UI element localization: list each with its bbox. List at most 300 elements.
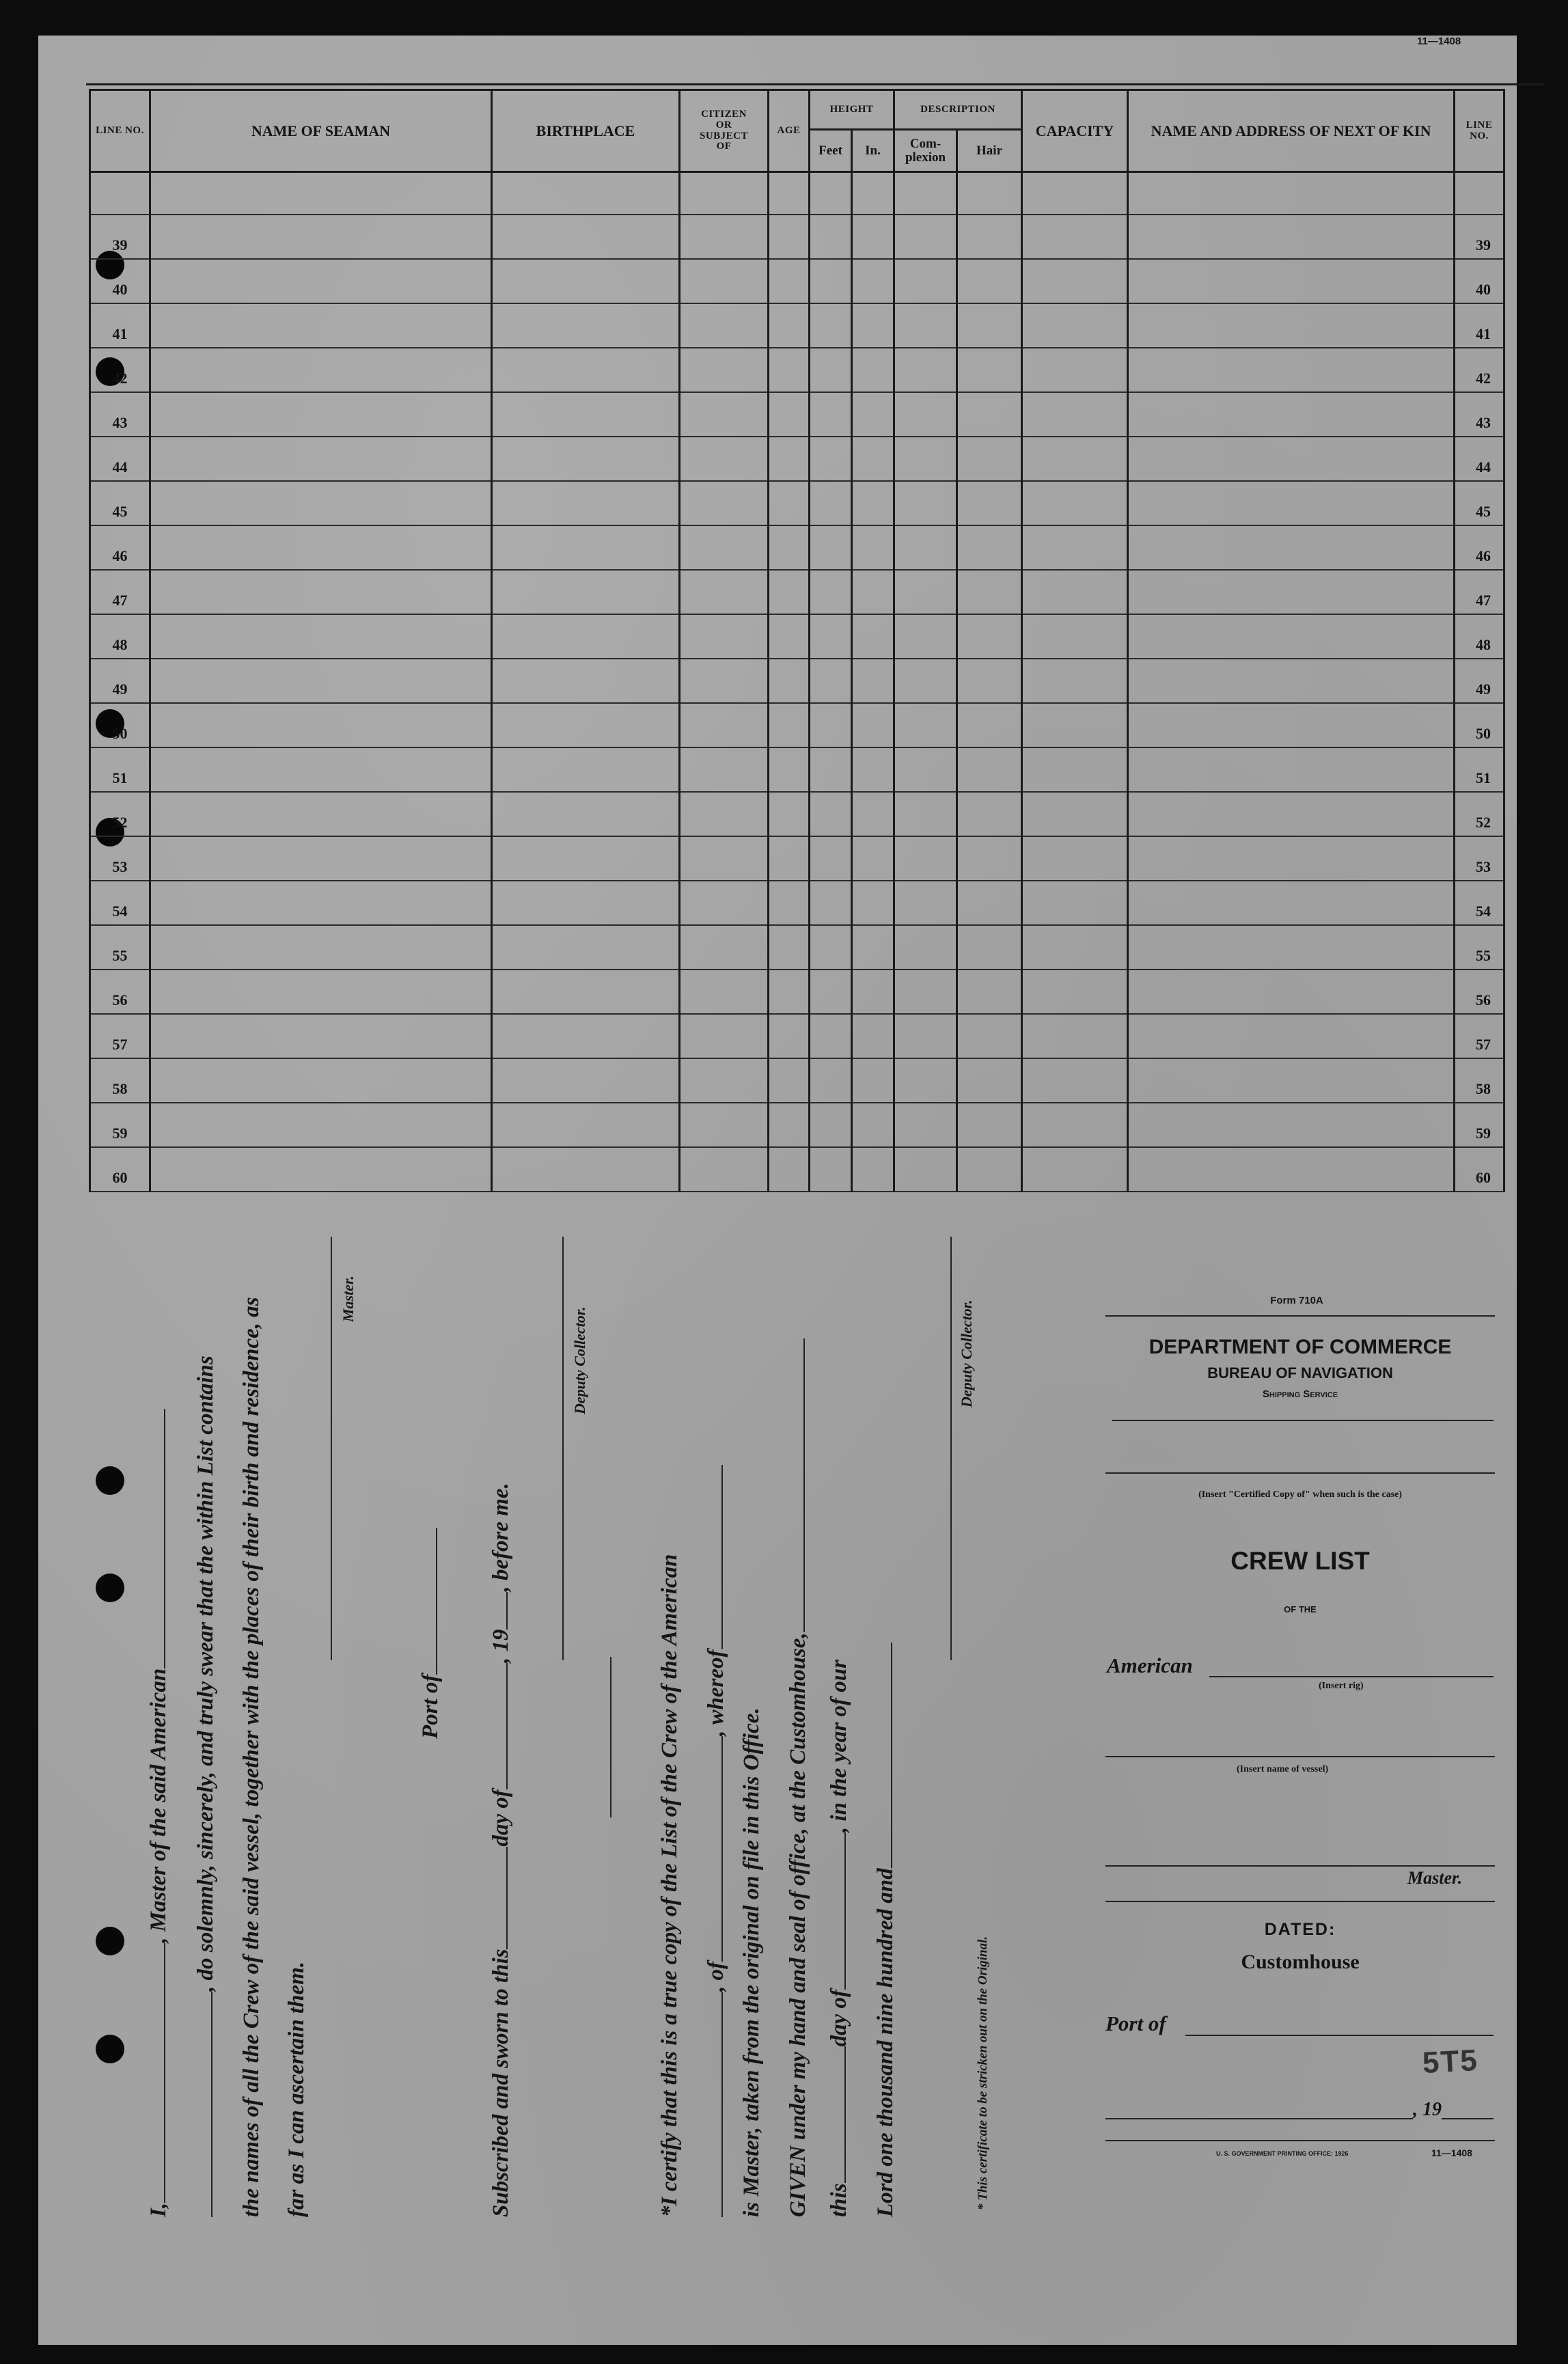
table-cell[interactable] — [150, 881, 492, 925]
table-cell[interactable] — [150, 836, 492, 881]
punch-hole — [96, 2035, 124, 2063]
table-cell[interactable] — [1022, 525, 1128, 570]
table-cell[interactable] — [1128, 881, 1455, 925]
table-cell[interactable] — [810, 1103, 852, 1147]
table-cell[interactable] — [492, 303, 680, 348]
table-cell[interactable] — [894, 836, 957, 881]
table-cell[interactable] — [492, 215, 680, 259]
table-cell[interactable] — [810, 925, 852, 970]
line-number: 48 — [90, 614, 150, 659]
table-cell[interactable] — [680, 925, 769, 970]
table-cell[interactable] — [492, 1014, 680, 1058]
line-number-right: 56 — [1455, 970, 1504, 1014]
american-label: American — [1107, 1653, 1193, 1677]
table-cell[interactable] — [492, 525, 680, 570]
line-number-right: 54 — [1455, 881, 1504, 925]
certificate-line-3: is Master, taken from the original on file in this Office. — [739, 1707, 764, 2217]
line-number: 46 — [90, 525, 150, 570]
col-citizen: CITIZEN OR SUBJECT OF — [680, 90, 769, 172]
table-cell[interactable] — [957, 348, 1022, 392]
table-cell[interactable] — [1022, 570, 1128, 614]
table-cell[interactable] — [1022, 747, 1128, 792]
table-cell[interactable] — [810, 1147, 852, 1192]
table-cell[interactable] — [957, 303, 1022, 348]
table-cell[interactable] — [810, 481, 852, 525]
table-cell[interactable] — [680, 659, 769, 703]
divider-rule — [610, 1657, 611, 1817]
table-cell[interactable] — [492, 1103, 680, 1147]
table-cell[interactable] — [1128, 1147, 1455, 1192]
table-cell[interactable] — [810, 525, 852, 570]
table-cell[interactable] — [957, 215, 1022, 259]
table-cell[interactable] — [150, 392, 492, 437]
table-cell[interactable] — [680, 525, 769, 570]
table-cell[interactable] — [852, 348, 894, 392]
table-cell[interactable] — [150, 215, 492, 259]
table-cell[interactable] — [492, 970, 680, 1014]
table-cell[interactable] — [680, 1103, 769, 1147]
table-cell[interactable] — [894, 1147, 957, 1192]
table-cell[interactable] — [769, 259, 810, 303]
table-cell[interactable] — [810, 259, 852, 303]
table-cell[interactable] — [810, 659, 852, 703]
table-cell[interactable] — [769, 570, 810, 614]
table-cell[interactable] — [680, 792, 769, 836]
table-cell[interactable] — [852, 481, 894, 525]
col-feet: Feet — [810, 130, 852, 172]
table-cell[interactable] — [1128, 925, 1455, 970]
subscribed-line: Subscribed and sworn to thisday of, 19, before me. — [489, 1483, 513, 2217]
table-cell[interactable] — [957, 747, 1022, 792]
certificate-line-5: thisday of, in the year of our — [827, 1660, 851, 2217]
table-cell[interactable] — [1022, 348, 1128, 392]
table-cell[interactable] — [810, 303, 852, 348]
table-row — [90, 836, 1504, 881]
table-cell[interactable] — [1022, 1014, 1128, 1058]
table-cell[interactable] — [680, 570, 769, 614]
table-cell[interactable] — [1128, 1014, 1455, 1058]
table-cell[interactable] — [894, 1058, 957, 1103]
table-cell[interactable] — [894, 792, 957, 836]
table-cell[interactable] — [492, 792, 680, 836]
table-cell[interactable] — [1128, 1058, 1455, 1103]
table-cell[interactable] — [1022, 437, 1128, 481]
table-cell[interactable] — [492, 481, 680, 525]
table-cell[interactable] — [957, 881, 1022, 925]
table-cell[interactable] — [1022, 836, 1128, 881]
line-number-right: 42 — [1455, 348, 1504, 392]
table-cell[interactable] — [769, 1014, 810, 1058]
table-cell[interactable] — [810, 792, 852, 836]
table-cell[interactable] — [492, 703, 680, 747]
table-cell[interactable] — [894, 614, 957, 659]
table-cell[interactable] — [957, 1058, 1022, 1103]
master-signature-line — [331, 1237, 332, 1660]
table-cell[interactable] — [769, 525, 810, 570]
table-cell[interactable] — [894, 1103, 957, 1147]
table-cell[interactable] — [1128, 259, 1455, 303]
table-cell[interactable] — [852, 614, 894, 659]
table-cell[interactable] — [957, 525, 1022, 570]
line-number: 60 — [90, 1147, 150, 1192]
table-cell[interactable] — [150, 437, 492, 481]
line-number-right: 49 — [1455, 659, 1504, 703]
table-cell[interactable] — [1128, 570, 1455, 614]
table-cell[interactable] — [852, 525, 894, 570]
table-cell[interactable] — [680, 881, 769, 925]
table-cell[interactable] — [769, 792, 810, 836]
table-cell[interactable] — [852, 970, 894, 1014]
table-cell[interactable] — [894, 348, 957, 392]
table-row — [90, 703, 1504, 747]
table-row — [90, 747, 1504, 792]
line-number: 55 — [90, 925, 150, 970]
table-cell[interactable] — [769, 481, 810, 525]
table-cell[interactable] — [769, 1058, 810, 1103]
table-row — [90, 970, 1504, 1014]
table-cell[interactable] — [769, 1103, 810, 1147]
table-cell[interactable] — [492, 747, 680, 792]
table-cell[interactable] — [957, 259, 1022, 303]
table-cell[interactable] — [852, 925, 894, 970]
master-label: Master. — [340, 1276, 357, 1322]
table-cell[interactable] — [894, 303, 957, 348]
table-row — [90, 437, 1504, 481]
cover-top-rule — [1105, 1315, 1495, 1317]
table-cell[interactable] — [769, 303, 810, 348]
table-cell[interactable] — [894, 703, 957, 747]
table-cell[interactable] — [810, 1014, 852, 1058]
table-row — [90, 348, 1504, 392]
table-cell[interactable] — [492, 437, 680, 481]
table-cell[interactable] — [852, 881, 894, 925]
table-cell[interactable] — [1128, 525, 1455, 570]
table-cell[interactable] — [810, 570, 852, 614]
table-cell[interactable] — [1128, 215, 1455, 259]
table-cell[interactable] — [492, 881, 680, 925]
table-cell[interactable] — [852, 1058, 894, 1103]
line-number: 51 — [90, 747, 150, 792]
table-cell[interactable] — [492, 1147, 680, 1192]
table-cell[interactable] — [894, 925, 957, 970]
table-cell[interactable] — [150, 1147, 492, 1192]
cover-port-of-label: Port of — [1105, 2011, 1166, 2035]
table-cell[interactable] — [1128, 836, 1455, 881]
insert-certified-note: (Insert "Certified Copy of" when such is the case) — [1198, 1489, 1402, 1500]
table-cell[interactable] — [492, 392, 680, 437]
table-cell[interactable] — [150, 703, 492, 747]
line-number-right: 47 — [1455, 570, 1504, 614]
table-cell[interactable] — [852, 659, 894, 703]
table-cell[interactable] — [810, 881, 852, 925]
line-number: 47 — [90, 570, 150, 614]
table-cell[interactable] — [1022, 703, 1128, 747]
table-cell[interactable] — [894, 659, 957, 703]
table-cell[interactable] — [1022, 970, 1128, 1014]
table-cell[interactable] — [852, 392, 894, 437]
line-number-right: 57 — [1455, 1014, 1504, 1058]
table-cell[interactable] — [810, 1058, 852, 1103]
col-description: DESCRIPTION — [894, 90, 1022, 130]
table-cell[interactable] — [150, 1014, 492, 1058]
table-cell[interactable] — [1128, 614, 1455, 659]
table-cell[interactable] — [1128, 970, 1455, 1014]
table-cell[interactable] — [1022, 925, 1128, 970]
table-cell[interactable] — [150, 525, 492, 570]
table-cell[interactable] — [894, 259, 957, 303]
table-cell[interactable] — [1022, 659, 1128, 703]
table-cell[interactable] — [769, 348, 810, 392]
table-cell[interactable] — [1128, 747, 1455, 792]
certificate-line-2: , of, whereof — [704, 1466, 729, 2218]
table-cell[interactable] — [894, 1014, 957, 1058]
table-cell[interactable] — [492, 659, 680, 703]
table-cell[interactable] — [680, 747, 769, 792]
service-title: Shipping Service — [1262, 1388, 1338, 1400]
table-cell[interactable] — [150, 1103, 492, 1147]
table-cell[interactable] — [957, 1103, 1022, 1147]
table-cell[interactable] — [957, 1014, 1022, 1058]
table-cell[interactable] — [680, 259, 769, 303]
line-number-right: 53 — [1455, 836, 1504, 881]
table-cell[interactable] — [150, 1058, 492, 1103]
table-cell[interactable] — [769, 392, 810, 437]
table-cell[interactable] — [769, 881, 810, 925]
table-cell[interactable] — [957, 614, 1022, 659]
table-cell[interactable] — [492, 836, 680, 881]
table-cell[interactable] — [680, 836, 769, 881]
line-number-right: 39 — [1455, 215, 1504, 259]
certificate-line-6: Lord one thousand nine hundred and — [873, 1643, 898, 2217]
port-line — [1185, 2035, 1494, 2036]
table-cell[interactable] — [957, 792, 1022, 836]
table-cell[interactable] — [680, 970, 769, 1014]
table-cell[interactable] — [680, 215, 769, 259]
certificate-line-4: GIVEN under my hand and seal of office, at the Customhouse, — [786, 1338, 811, 2217]
table-cell[interactable] — [810, 970, 852, 1014]
table-cell[interactable] — [1022, 215, 1128, 259]
table-cell[interactable] — [1022, 303, 1128, 348]
table-cell[interactable] — [852, 1014, 894, 1058]
table-cell[interactable] — [150, 614, 492, 659]
table-cell[interactable] — [492, 348, 680, 392]
col-height: HEIGHT — [810, 90, 894, 130]
table-cell[interactable] — [894, 881, 957, 925]
table-cell[interactable] — [852, 437, 894, 481]
line-number: 52 — [90, 792, 150, 836]
table-cell[interactable] — [957, 970, 1022, 1014]
table-row — [90, 1014, 1504, 1058]
table-cell[interactable] — [852, 1147, 894, 1192]
table-cell[interactable] — [810, 836, 852, 881]
table-cell[interactable] — [852, 836, 894, 881]
table-cell[interactable] — [1128, 481, 1455, 525]
table-cell[interactable] — [957, 570, 1022, 614]
table-cell[interactable] — [894, 525, 957, 570]
line-number-right: 46 — [1455, 525, 1504, 570]
table-cell[interactable] — [769, 925, 810, 970]
master-name-line — [1105, 1865, 1495, 1867]
table-cell[interactable] — [852, 303, 894, 348]
table-cell[interactable] — [1022, 1103, 1128, 1147]
table-cell[interactable] — [769, 970, 810, 1014]
table-cell[interactable] — [150, 348, 492, 392]
table-cell[interactable] — [1128, 348, 1455, 392]
table-cell[interactable] — [1022, 614, 1128, 659]
table-cell[interactable] — [852, 1103, 894, 1147]
table-cell[interactable] — [680, 703, 769, 747]
table-cell[interactable] — [680, 437, 769, 481]
col-name-of-seaman: NAME OF SEAMAN — [150, 90, 492, 172]
table-cell[interactable] — [1128, 303, 1455, 348]
table-cell[interactable] — [894, 481, 957, 525]
form-code-bottom: 11—1408 — [1431, 2147, 1472, 2158]
table-row — [90, 1103, 1504, 1147]
table-cell[interactable] — [492, 614, 680, 659]
table-cell[interactable] — [957, 437, 1022, 481]
table-cell[interactable] — [957, 481, 1022, 525]
table-cell[interactable] — [894, 570, 957, 614]
table-cell[interactable] — [852, 703, 894, 747]
table-cell[interactable] — [769, 215, 810, 259]
line-number: 45 — [90, 481, 150, 525]
table-cell[interactable] — [492, 925, 680, 970]
table-cell[interactable] — [680, 1014, 769, 1058]
table-cell[interactable] — [957, 703, 1022, 747]
table-cell[interactable] — [680, 348, 769, 392]
table-cell[interactable] — [150, 481, 492, 525]
table-cell[interactable] — [680, 1147, 769, 1192]
table-row — [90, 259, 1504, 303]
table-cell[interactable] — [1128, 659, 1455, 703]
table-cell[interactable] — [810, 703, 852, 747]
col-complexion: Com- plexion — [894, 130, 957, 172]
certified-copy-line — [1105, 1472, 1495, 1474]
table-cell[interactable] — [894, 970, 957, 1014]
table-cell[interactable] — [1128, 392, 1455, 437]
table-row — [90, 570, 1504, 614]
table-cell[interactable] — [150, 925, 492, 970]
table-row — [90, 1058, 1504, 1103]
table-cell[interactable] — [1128, 703, 1455, 747]
line-number-right: 55 — [1455, 925, 1504, 970]
table-cell[interactable] — [852, 259, 894, 303]
col-capacity: CAPACITY — [1022, 90, 1128, 172]
table-cell[interactable] — [769, 659, 810, 703]
col-inches: In. — [852, 130, 894, 172]
table-cell[interactable] — [1128, 1103, 1455, 1147]
table-cell[interactable] — [957, 836, 1022, 881]
table-cell[interactable] — [894, 392, 957, 437]
punch-hole — [96, 1927, 124, 1955]
col-birthplace: BIRTHPLACE — [492, 90, 680, 172]
table-cell[interactable] — [1022, 1147, 1128, 1192]
line-number-right: 45 — [1455, 481, 1504, 525]
table-cell[interactable] — [1022, 792, 1128, 836]
certificate-line-1: *I certify that this is a true copy of the List of the Crew of the American — [657, 1554, 682, 2217]
table-cell[interactable] — [894, 747, 957, 792]
table-cell[interactable] — [1128, 792, 1455, 836]
table-row — [90, 1147, 1504, 1192]
table-cell[interactable] — [810, 348, 852, 392]
table-cell[interactable] — [1022, 481, 1128, 525]
table-cell[interactable] — [680, 614, 769, 659]
table-cell[interactable] — [492, 259, 680, 303]
table-cell[interactable] — [1128, 437, 1455, 481]
table-cell[interactable] — [680, 392, 769, 437]
line-number: 57 — [90, 1014, 150, 1058]
table-cell[interactable] — [150, 747, 492, 792]
table-cell[interactable] — [810, 437, 852, 481]
table-cell[interactable] — [1022, 881, 1128, 925]
table-cell[interactable] — [810, 614, 852, 659]
table-cell[interactable] — [810, 215, 852, 259]
cover-mid-rule — [1105, 1901, 1495, 1902]
table-cell[interactable] — [680, 481, 769, 525]
table-cell[interactable] — [680, 303, 769, 348]
table-cell[interactable] — [894, 437, 957, 481]
line-number-right: 60 — [1455, 1147, 1504, 1192]
table-cell[interactable] — [852, 792, 894, 836]
table-cell[interactable] — [150, 970, 492, 1014]
table-cell[interactable] — [810, 392, 852, 437]
table-cell[interactable] — [150, 659, 492, 703]
date-line — [1105, 2118, 1413, 2119]
table-cell[interactable] — [150, 303, 492, 348]
table-cell[interactable] — [957, 659, 1022, 703]
table-cell[interactable] — [150, 259, 492, 303]
table-cell[interactable] — [769, 836, 810, 881]
line-number: 42 — [90, 348, 150, 392]
of-the-label: OF THE — [1284, 1604, 1317, 1614]
table-cell[interactable] — [810, 747, 852, 792]
table-cell[interactable] — [769, 747, 810, 792]
line-number-right: 41 — [1455, 303, 1504, 348]
table-cell[interactable] — [894, 215, 957, 259]
certificate-deputy-label: Deputy Collector. — [958, 1300, 975, 1407]
table-cell[interactable] — [1022, 1058, 1128, 1103]
table-cell[interactable] — [957, 1147, 1022, 1192]
handwritten-stamp: 5T5 — [1421, 2043, 1480, 2080]
table-cell[interactable] — [769, 614, 810, 659]
table-cell[interactable] — [852, 215, 894, 259]
col-line-no-right: LINE NO. — [1455, 90, 1504, 172]
oath-line-3: the names of all the Crew of the said vessel, together with the places of their birth and residence, as — [239, 1297, 264, 2217]
table-cell[interactable] — [1022, 259, 1128, 303]
crew-table — [89, 89, 1505, 1192]
line-number-right: 50 — [1455, 703, 1504, 747]
table-cell[interactable] — [492, 1058, 680, 1103]
table-cell[interactable] — [852, 747, 894, 792]
table-cell[interactable] — [769, 1147, 810, 1192]
table-cell[interactable] — [492, 570, 680, 614]
table-row — [90, 925, 1504, 970]
table-row — [90, 303, 1504, 348]
table-cell[interactable] — [957, 925, 1022, 970]
year-label: , 19 — [1413, 2099, 1442, 2120]
table-row — [90, 881, 1504, 925]
line-number-right: 40 — [1455, 259, 1504, 303]
table-cell[interactable] — [150, 570, 492, 614]
table-cell[interactable] — [769, 703, 810, 747]
table-cell[interactable] — [769, 437, 810, 481]
table-cell[interactable] — [852, 570, 894, 614]
table-cell[interactable] — [1022, 392, 1128, 437]
table-cell[interactable] — [150, 792, 492, 836]
table-top-rule — [86, 83, 1544, 85]
table-cell[interactable] — [957, 392, 1022, 437]
table-cell[interactable] — [680, 1058, 769, 1103]
